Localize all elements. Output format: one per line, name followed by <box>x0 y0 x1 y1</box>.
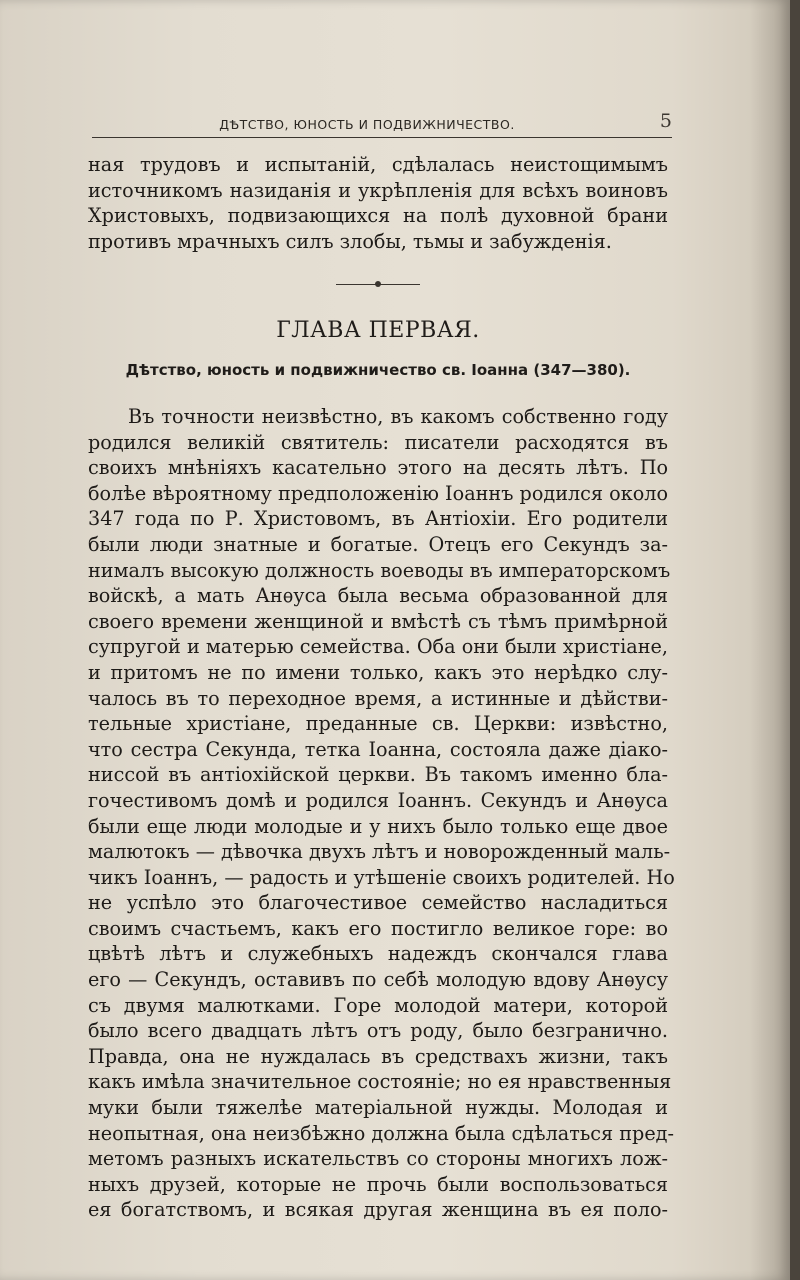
text-line: чалось въ то переходное время, а истинные и дѣйстви- <box>88 686 668 710</box>
text-line: Правда, она не нуждалась въ средствахъ жизни, такъ <box>88 1044 668 1068</box>
text-line: нималъ высокую должность воеводы въ императорскомъ <box>88 558 671 582</box>
text-line: ниссой въ антіохійской церкви. Въ такомъ именно бла- <box>88 763 668 787</box>
text-line: Христовыхъ, подвизающихся на полѣ духовной брани <box>88 204 668 228</box>
text-line: чикъ Іоаннъ, — радость и утѣшеніе своихъ родителей. Но <box>88 865 675 889</box>
text-line: своего времени женщиной и вмѣстѣ съ тѣмъ примѣрной <box>88 609 668 633</box>
text-line: цвѣтѣ лѣтъ и служебныхъ надеждъ скончался глава <box>88 942 668 966</box>
text-line: ныхъ друзей, которые не прочь были воспользоваться <box>88 1172 668 1196</box>
text-line: было всего двадцать лѣтъ отъ роду, было безгранично. <box>88 1019 668 1043</box>
text-line: гочестивомъ домѣ и родился Іоаннъ. Секундъ и Анѳуса <box>88 788 668 812</box>
text-line: метомъ разныхъ искательствъ со стороны многихъ лож- <box>88 1147 668 1171</box>
text-line: своимъ счастьемъ, какъ его постигло великое горе: во <box>88 916 668 940</box>
chapter-subtitle: Дѣтство, юность и подвижничество св. Іоанна (347—380). <box>125 361 631 379</box>
text-line: своихъ мнѣніяхъ касательно этого на десять лѣтъ. По <box>88 456 668 480</box>
text-line: ея богатствомъ, и всякая другая женщина въ ея поло- <box>88 1198 668 1222</box>
text-line: родился великій святитель: писатели расходятся въ <box>88 430 668 454</box>
chapter-title: ГЛАВА ПЕРВАЯ. <box>276 318 480 343</box>
header-rule <box>92 137 672 138</box>
text-line: противъ мрачныхъ силъ злобы, тьмы и забужденія. <box>88 229 612 253</box>
text-line: источникомъ назиданія и укрѣпленія для всѣхъ воиновъ <box>88 178 668 202</box>
text-line: супругой и матерью семейства. Оба они были христіане, <box>88 635 668 659</box>
text-line: съ двумя малютками. Горе молодой матери, которой <box>88 993 668 1017</box>
text-line: что сестра Секунда, тетка Іоанна, состояла даже діако- <box>88 737 668 761</box>
text-line: и притомъ не по имени только, какъ это нерѣдко слу- <box>88 660 668 684</box>
text-line: войскѣ, а мать Анѳуса была весьма образованной для <box>88 584 668 608</box>
text-line: муки были тяжелѣе матеріальной нужды. Молодая и <box>88 1096 668 1120</box>
text-line: тельные христіане, преданные св. Церкви: извѣстно, <box>88 712 668 736</box>
divider-ornament <box>375 281 381 287</box>
text-line: не успѣло это благочестивое семейство насладиться <box>88 891 668 915</box>
running-title: ДѢТСТВО, ЮНОСТЬ И ПОДВИЖНИЧЕСТВО. <box>219 117 515 132</box>
text-line: малютокъ — дѣвочка двухъ лѣтъ и новорожденный маль- <box>88 840 671 864</box>
intro-paragraph <box>88 152 668 254</box>
text-line: болѣе вѣроятному предположенію Іоаннъ родился около <box>88 481 668 505</box>
text-line: 347 года по Р. Христовомъ, въ Антіохіи. Его родители <box>88 507 668 531</box>
text-line: неопытная, она неизбѣжно должна была сдѣлаться пред- <box>88 1121 674 1145</box>
body-paragraph <box>88 404 675 1223</box>
text-line: были еще люди молодые и у нихъ было только еще двое <box>88 814 668 838</box>
text-line: ная трудовъ и испытаній, сдѣлалась неистощимымъ <box>88 153 668 176</box>
text-line: какъ имѣла значительное состояніе; но ея нравственныя <box>88 1070 672 1094</box>
text-line: его — Секундъ, оставивъ по себѣ молодую вдову Анѳусу <box>88 968 668 992</box>
text-line: Въ точности неизвѣстно, въ какомъ собственно году <box>128 405 668 428</box>
page-edge-shadow <box>750 0 790 1280</box>
text-line: были люди знатные и богатые. Отецъ его Секундъ за- <box>88 532 668 556</box>
running-head <box>92 110 672 136</box>
page-number: 5 <box>659 110 672 132</box>
